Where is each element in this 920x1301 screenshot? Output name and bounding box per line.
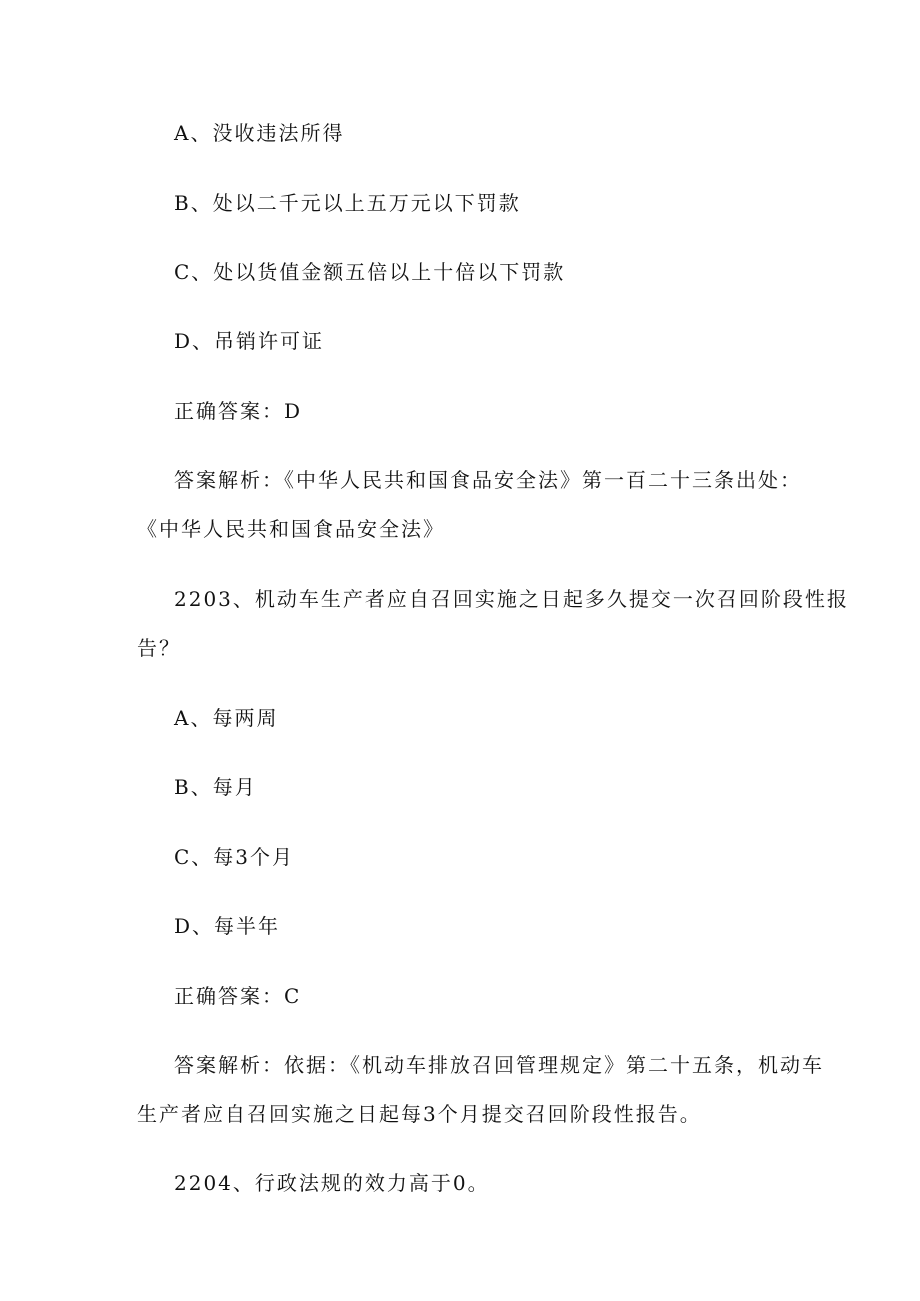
answer-analysis-continued: 生产者应自召回实施之日起每3个月提交召回阶段性报告。 (137, 1102, 702, 1126)
option-a: A、每两周 (174, 706, 279, 730)
answer-analysis: 答案解析：《中华人民共和国食品安全法》第一百二十三条出处： (174, 468, 802, 492)
answer-analysis: 答案解析：依据：《机动车排放召回管理规定》第二十五条，机动车 (174, 1053, 824, 1077)
answer-analysis-continued: 《中华人民共和国食品安全法》 (137, 517, 445, 541)
option-b: B、每月 (174, 775, 257, 799)
option-d: D、吊销许可证 (174, 329, 325, 353)
option-a: A、没收违法所得 (174, 121, 345, 145)
option-b: B、处以二千元以上五万元以下罚款 (174, 191, 521, 215)
question-2204: 2204、行政法规的效力高于0。 (174, 1171, 490, 1195)
option-c: C、每3个月 (174, 845, 295, 869)
question-2203: 2203、机动车生产者应自召回实施之日起多久提交一次召回阶段性报 (174, 587, 849, 611)
option-c: C、处以货值金额五倍以上十倍以下罚款 (174, 260, 566, 284)
question-2203-continued: 告？ (137, 636, 181, 660)
correct-answer: 正确答案：D (174, 399, 303, 423)
option-d: D、每半年 (174, 914, 281, 938)
correct-answer: 正确答案：C (174, 984, 302, 1008)
